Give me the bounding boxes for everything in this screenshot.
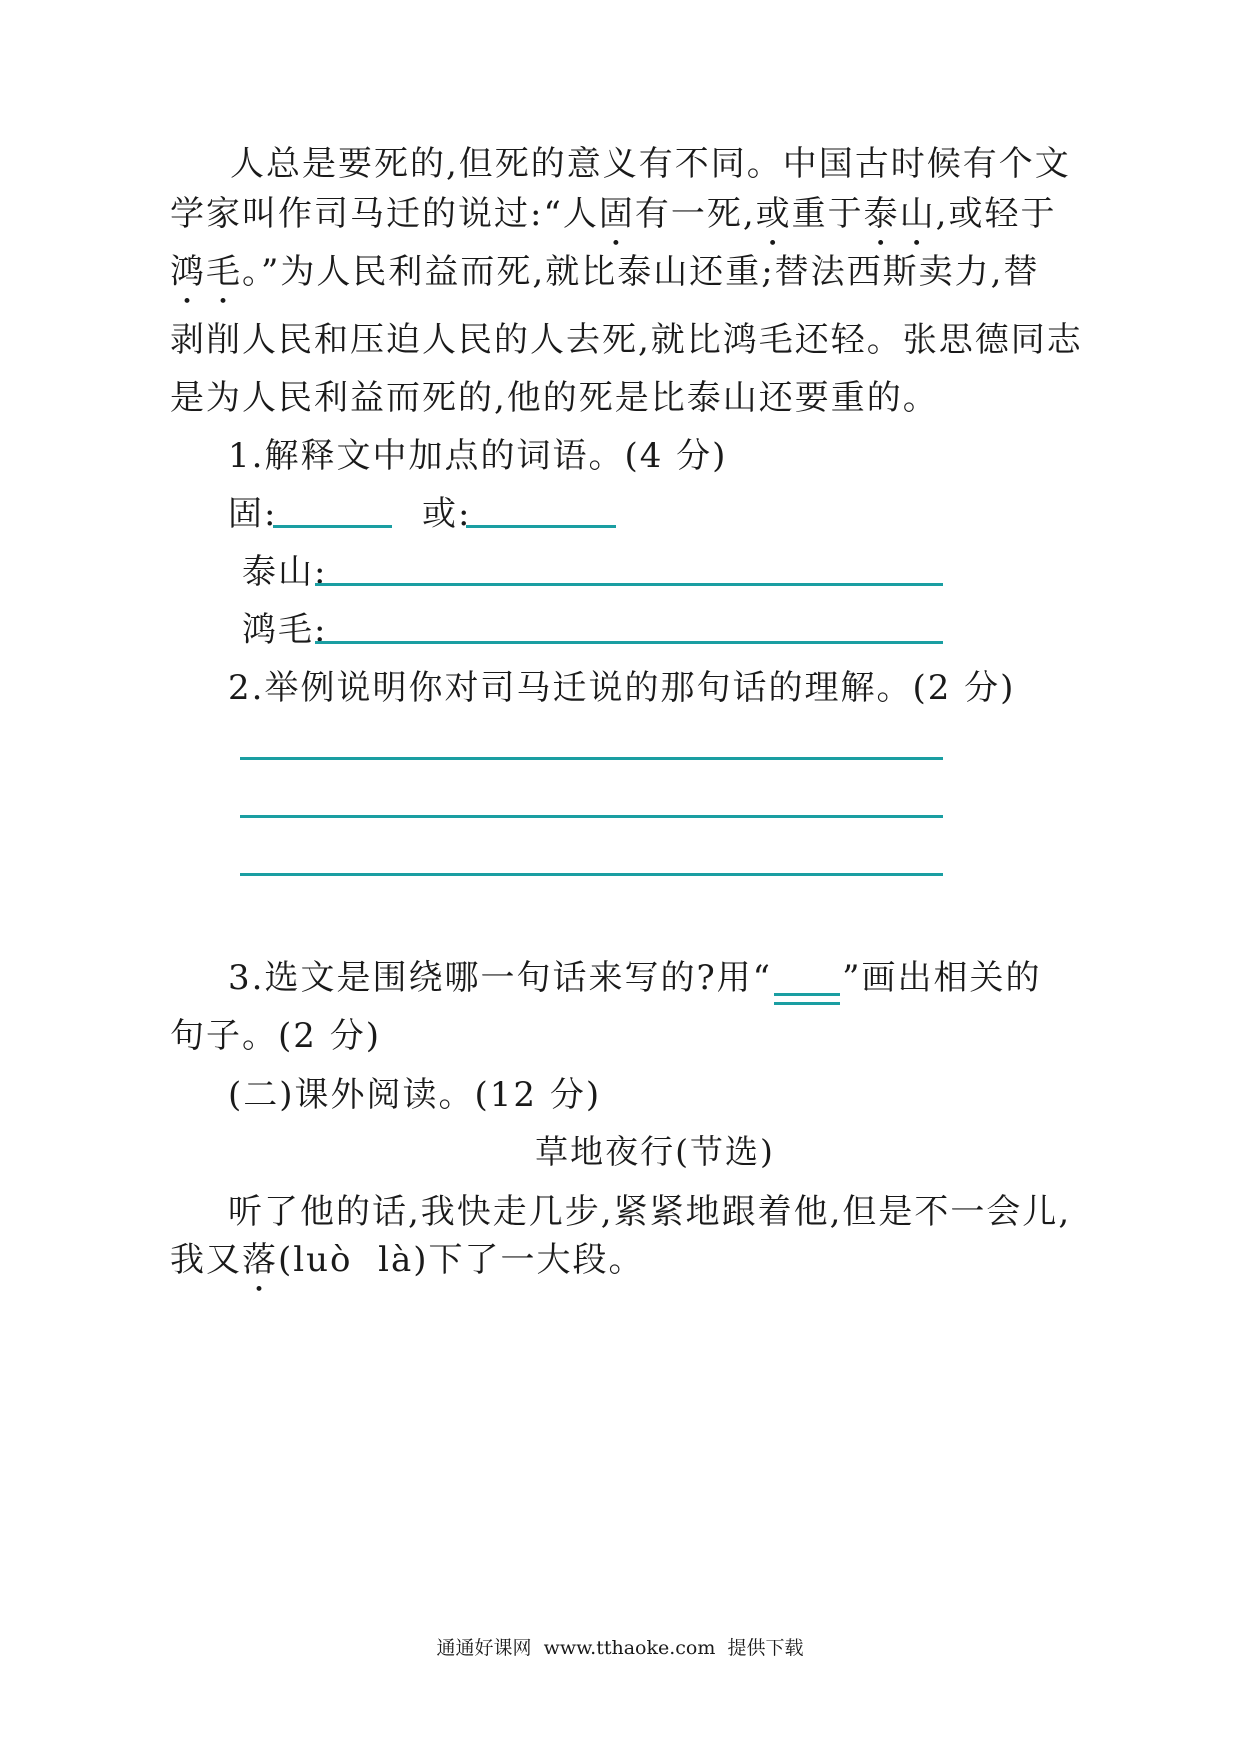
- passage-line-2-part-d: ,或轻于: [935, 194, 1057, 234]
- answer-label-gu: 固:: [228, 494, 278, 534]
- emphasized-word-luo: 落: [242, 1240, 278, 1280]
- reading-title: 草地夜行(节选): [535, 1132, 775, 1171]
- question-3-prompt-part-a: 3.选文是围绕哪一句话来写的?用“: [228, 958, 773, 998]
- question-1-prompt: 1.解释文中加点的词语。(4 分): [228, 436, 728, 476]
- answer-blank-hongmao[interactable]: [315, 641, 943, 644]
- passage-line-1: 人总是要死的,但死的意义有不同。中国古时候有个文: [230, 144, 1071, 184]
- passage-line-2-part-b: 有一死,: [634, 194, 756, 234]
- passage-line-3: [170, 252, 1039, 312]
- emphasized-word-huo: 或: [755, 194, 792, 234]
- question-3-prompt: [228, 958, 1041, 1005]
- reading-line-2: [170, 1240, 645, 1300]
- answer-line-q2-2[interactable]: [240, 815, 943, 818]
- passage-line-2-part-c: 重于: [791, 194, 864, 234]
- question-3-prompt-part-b: ”画出相关的: [842, 958, 1042, 998]
- passage-line-4: 剥削人民和压迫人民的人去死,就比鸿毛还轻。张思德同志: [170, 320, 1083, 360]
- answer-line-q2-1[interactable]: [240, 757, 943, 760]
- answer-line-q2-3[interactable]: [240, 873, 943, 876]
- answer-blank-gu[interactable]: [273, 525, 392, 528]
- question-3-prompt-line-2: 句子。(2 分): [170, 1016, 381, 1056]
- reading-line-2-part-b: (luò là)下了一大段。: [278, 1240, 645, 1280]
- passage-line-2: [170, 194, 1056, 254]
- question-2-prompt: 2.举例说明你对司马迁说的那句话的理解。(2 分): [228, 668, 1016, 708]
- answer-blank-huo[interactable]: [466, 525, 616, 528]
- emphasized-word-taishan: 泰山: [863, 194, 936, 234]
- answer-blank-taishan[interactable]: [315, 583, 943, 586]
- passage-line-2-part-a: 学家叫作司马迁的说过:“人: [170, 194, 599, 234]
- emphasized-word-gu: 固: [598, 194, 635, 234]
- reading-line-2-part-a: 我又: [170, 1240, 242, 1280]
- footer-source: 通通好课网 www.tthaoke.com 提供下载: [436, 1637, 804, 1659]
- passage-line-5: 是为人民利益而死的,他的死是比泰山还要重的。: [170, 378, 939, 418]
- double-underline-sample: [774, 993, 840, 1005]
- emphasized-word-hongmao: 鸿毛: [170, 252, 242, 292]
- answer-label-taishan: 泰山:: [242, 552, 328, 592]
- reading-line-1: 听了他的话,我快走几步,紧紧地跟着他,但是不一会儿,: [228, 1192, 1072, 1232]
- section-2-heading: (二)课外阅读。(12 分): [228, 1075, 602, 1115]
- answer-label-huo: 或:: [422, 494, 472, 534]
- passage-line-3-rest: 。”为人民利益而死,就比泰山还重;替法西斯卖力,替: [242, 252, 1040, 292]
- answer-label-hongmao: 鸿毛:: [242, 610, 328, 650]
